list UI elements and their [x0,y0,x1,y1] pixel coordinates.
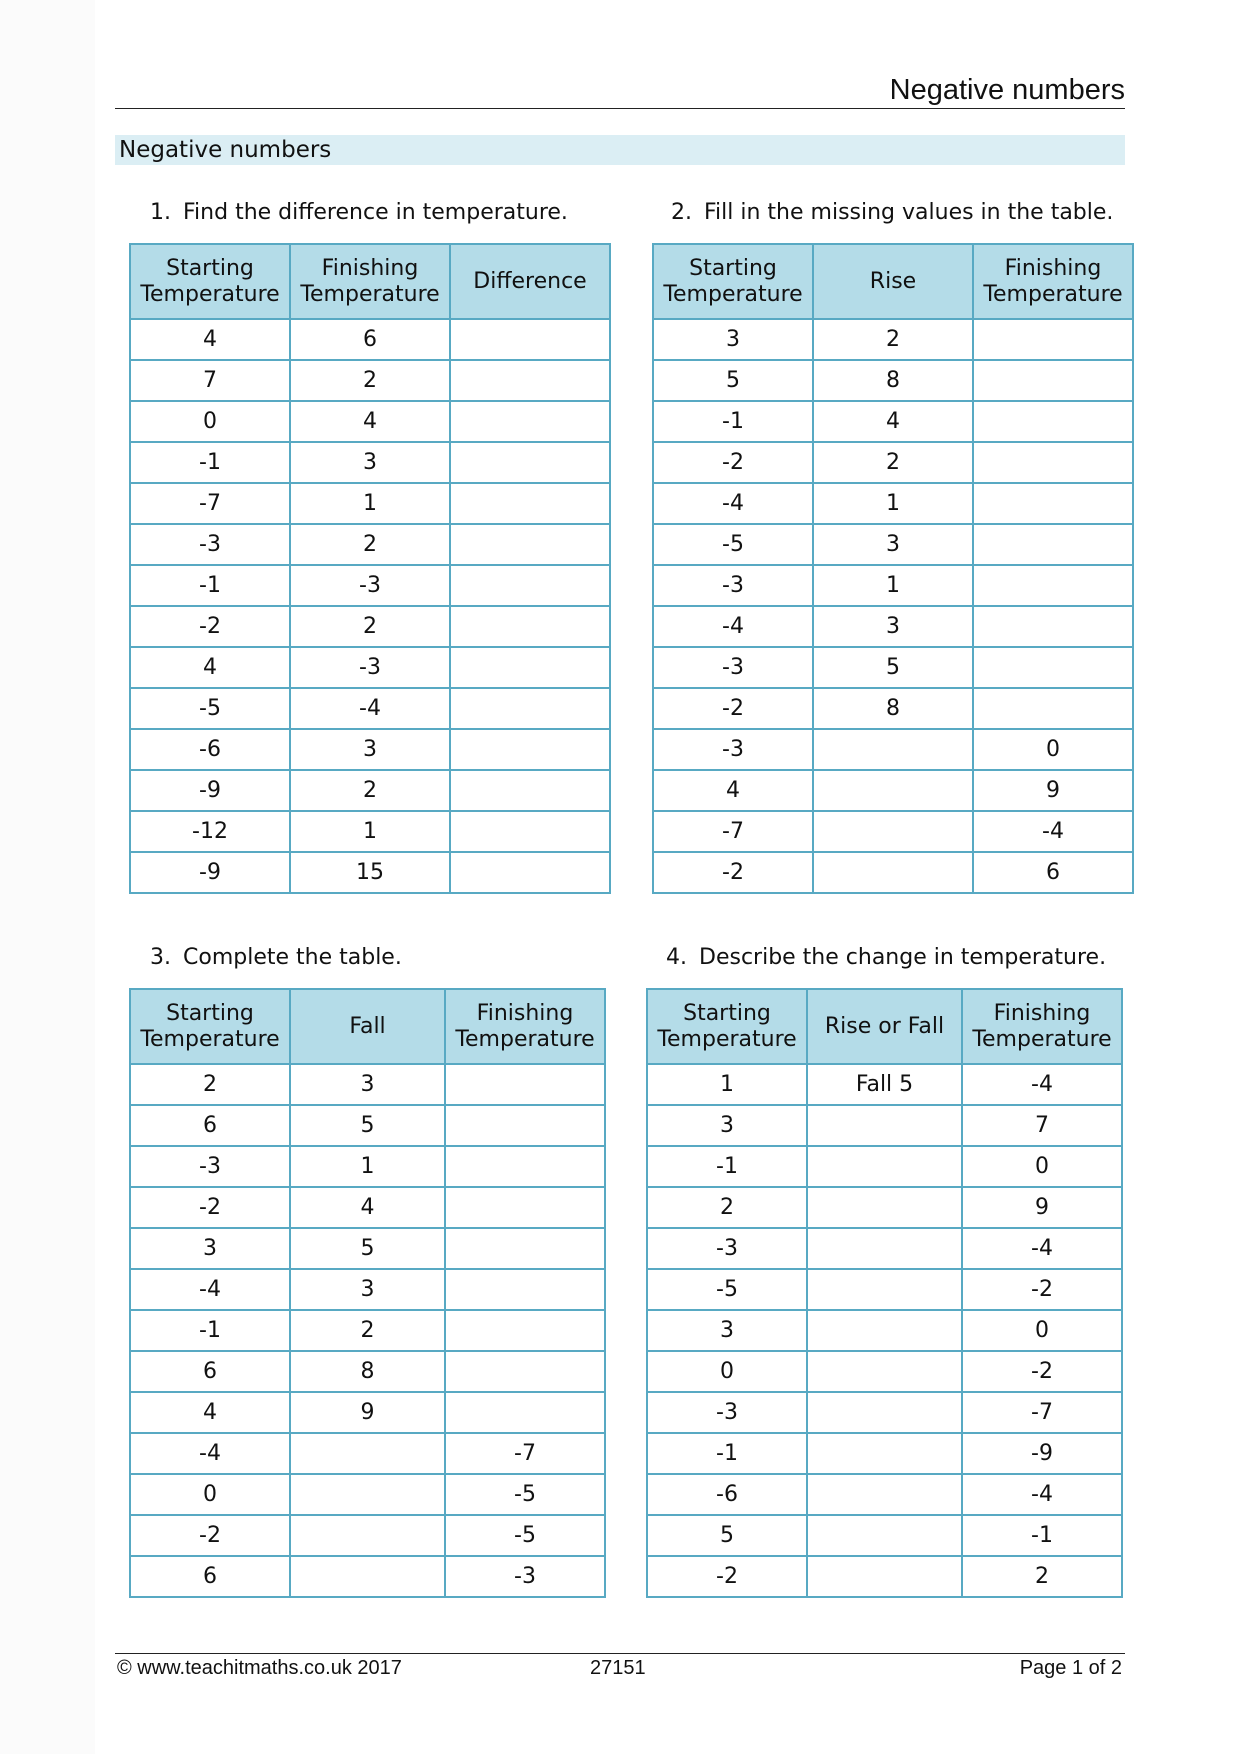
answer-cell[interactable] [807,1310,962,1351]
table-row [130,360,610,401]
answer-cell[interactable] [807,1269,962,1310]
question-3 [150,945,402,970]
answer-cell[interactable] [450,401,610,442]
answer-cell[interactable] [450,688,610,729]
table-cell: -7 [130,483,290,524]
table-cell: 6 [130,1556,290,1597]
table-cell: 2 [130,1064,290,1105]
table-cell: 8 [813,360,973,401]
answer-cell[interactable] [450,852,610,893]
question-instruction: Find the difference in temperature. [183,200,568,225]
answer-cell[interactable] [973,401,1133,442]
table-cell: 7 [962,1105,1122,1146]
answer-cell[interactable] [450,442,610,483]
question-number: 1. [150,200,171,225]
column-header-line: Rise or Fall [824,1013,945,1039]
answer-cell[interactable] [290,1515,445,1556]
table-cell: 2 [813,442,973,483]
table-cell: 6 [973,852,1133,893]
column-header-line: Temperature [983,281,1123,307]
answer-cell[interactable] [973,524,1133,565]
table-row [130,647,610,688]
column-header [130,244,290,319]
table-row [130,606,610,647]
table-cell: 1 [290,811,450,852]
footer-copyright: © www.teachitmaths.co.uk 2017 [117,1657,402,1679]
table-cell: 2 [290,770,450,811]
answer-cell[interactable] [450,647,610,688]
table-row [647,1187,1122,1228]
table-cell: -4 [290,688,450,729]
answer-cell[interactable] [813,811,973,852]
table-row [130,1392,605,1433]
answer-cell[interactable] [813,729,973,770]
answer-cell[interactable] [290,1556,445,1597]
table-cell: -5 [130,688,290,729]
answer-cell[interactable] [450,811,610,852]
table-row [130,1064,605,1105]
table-cell: 4 [290,401,450,442]
answer-cell[interactable] [445,1310,605,1351]
table-cell: 5 [813,647,973,688]
column-header [445,989,605,1064]
question-1 [150,200,568,225]
table-header-row [130,989,605,1064]
table-cell: -3 [653,565,813,606]
table-cell: -1 [647,1433,807,1474]
answer-cell[interactable] [450,319,610,360]
table-header-row [653,244,1133,319]
answer-cell[interactable] [445,1187,605,1228]
table-row [130,1310,605,1351]
answer-cell[interactable] [807,1187,962,1228]
column-header-line: Difference [473,268,587,294]
table-cell: 1 [813,483,973,524]
answer-cell[interactable] [450,524,610,565]
question-number: 3. [150,945,171,970]
table-cell: -6 [647,1474,807,1515]
column-header-line: Temperature [972,1026,1112,1052]
table-cell: 5 [290,1228,445,1269]
table-row [647,1351,1122,1392]
table-cell: -5 [445,1474,605,1515]
table-header-row [130,244,610,319]
table-row [647,1433,1122,1474]
table-cell: 1 [290,483,450,524]
table-cell: 6 [130,1105,290,1146]
table-cell: -5 [653,524,813,565]
table-cell: -2 [130,606,290,647]
table-row [130,729,610,770]
answer-cell[interactable] [445,1392,605,1433]
column-header [290,989,445,1064]
answer-cell[interactable] [813,770,973,811]
column-header-line: Starting [166,255,254,281]
column-header-line: Fall [349,1013,386,1039]
table-cell: -3 [653,647,813,688]
fall-table [129,988,606,1598]
table-cell: -4 [973,811,1133,852]
table-row [130,811,610,852]
table-row [653,647,1133,688]
rise-table [652,243,1134,894]
column-header-line: Finishing [321,255,419,281]
answer-cell[interactable] [807,1515,962,1556]
table-cell: -4 [653,606,813,647]
table-cell: 9 [290,1392,445,1433]
table-cell: 3 [653,319,813,360]
answer-cell[interactable] [813,852,973,893]
table-row [130,565,610,606]
table-cell: -9 [962,1433,1122,1474]
table-row [130,770,610,811]
table-cell: -2 [653,688,813,729]
answer-cell[interactable] [973,688,1133,729]
table-row [130,401,610,442]
table-cell: -2 [130,1515,290,1556]
answer-cell[interactable] [450,483,610,524]
table-cell: 2 [290,606,450,647]
table-row [653,852,1133,893]
answer-cell[interactable] [807,1105,962,1146]
table-cell: -1 [962,1515,1122,1556]
table-cell: 4 [130,319,290,360]
table-cell: 3 [647,1105,807,1146]
table-row [653,360,1133,401]
table-cell: 2 [290,360,450,401]
table-cell: 6 [290,319,450,360]
column-header-line: Starting [689,255,777,281]
table-cell: -2 [130,1187,290,1228]
table-cell: -3 [130,524,290,565]
table-cell: -9 [130,852,290,893]
answer-cell[interactable] [807,1146,962,1187]
table-row [653,565,1133,606]
table-cell: 2 [290,1310,445,1351]
table-row [653,401,1133,442]
table-cell: 3 [290,1064,445,1105]
table-row [647,1556,1122,1597]
table-cell: -3 [445,1556,605,1597]
table-cell: 6 [130,1351,290,1392]
table-row [653,811,1133,852]
column-header-line: Temperature [300,281,440,307]
table-cell: 0 [647,1351,807,1392]
table-row [647,1064,1122,1105]
footer-divider [115,1653,1125,1654]
table-row [130,1228,605,1269]
table-row [130,1269,605,1310]
answer-cell[interactable] [973,360,1133,401]
table-cell: 5 [653,360,813,401]
table-row [130,1515,605,1556]
column-header-line: Temperature [140,281,280,307]
question-2 [671,200,1113,225]
question-number: 4. [666,945,687,970]
answer-cell[interactable] [450,606,610,647]
table-cell: 3 [647,1310,807,1351]
table-cell: 2 [962,1556,1122,1597]
table-cell: -4 [653,483,813,524]
table-cell: 3 [290,1269,445,1310]
table-cell: -7 [445,1433,605,1474]
column-header-line: Temperature [657,1026,797,1052]
table-row [653,688,1133,729]
table-row [653,319,1133,360]
column-header [653,244,813,319]
table-cell: 3 [130,1228,290,1269]
column-header [807,989,962,1064]
question-4 [666,945,1106,970]
difference-table [129,243,611,894]
table-cell: 3 [813,606,973,647]
table-cell: 0 [130,401,290,442]
column-header [973,244,1133,319]
table-cell: -3 [130,1146,290,1187]
table-cell: 5 [290,1105,445,1146]
table-cell: -4 [130,1269,290,1310]
table-cell: 9 [973,770,1133,811]
table-row [130,1187,605,1228]
answer-cell[interactable] [807,1474,962,1515]
question-instruction: Complete the table. [183,945,402,970]
table-cell: 1 [647,1064,807,1105]
table-cell: 4 [813,401,973,442]
table-cell: -2 [962,1351,1122,1392]
answer-cell[interactable] [807,1556,962,1597]
table-cell: -2 [653,852,813,893]
question-instruction: Fill in the missing values in the table. [704,200,1114,225]
column-header [290,244,450,319]
table-row [130,442,610,483]
section-heading: Negative numbers [115,135,1125,165]
table-cell: 2 [647,1187,807,1228]
table-cell: -5 [647,1269,807,1310]
answer-cell[interactable] [450,770,610,811]
table-cell: -3 [653,729,813,770]
table-cell: -1 [130,442,290,483]
answer-cell[interactable] [445,1228,605,1269]
table-cell: 2 [290,524,450,565]
column-header-line: Temperature [663,281,803,307]
table-cell: 8 [813,688,973,729]
table-cell: 7 [130,360,290,401]
table-cell: -3 [647,1392,807,1433]
answer-cell[interactable] [807,1392,962,1433]
table-row [130,1556,605,1597]
table-cell: Fall 5 [807,1064,962,1105]
table-cell: -2 [653,442,813,483]
table-row [647,1515,1122,1556]
table-cell: -4 [962,1228,1122,1269]
table-cell: 3 [290,729,450,770]
table-cell: 0 [130,1474,290,1515]
table-row [130,1105,605,1146]
table-row [130,524,610,565]
table-row [647,1146,1122,1187]
table-row [653,770,1133,811]
column-header-line: Starting [166,1000,254,1026]
answer-cell[interactable] [973,319,1133,360]
table-row [130,1351,605,1392]
table-cell: -2 [962,1269,1122,1310]
title-divider [115,108,1125,109]
table-cell: 2 [813,319,973,360]
table-cell: -1 [647,1146,807,1187]
answer-cell[interactable] [973,442,1133,483]
footer-page-number: Page 1 of 2 [1019,1657,1122,1679]
column-header-line: Rise [869,268,917,294]
answer-cell[interactable] [450,360,610,401]
table-cell: -4 [962,1474,1122,1515]
answer-cell[interactable] [973,483,1133,524]
answer-cell[interactable] [807,1433,962,1474]
table-row [653,483,1133,524]
table-cell: -7 [653,811,813,852]
column-header-line: Finishing [993,1000,1091,1026]
table-row [647,1310,1122,1351]
column-header [130,989,290,1064]
answer-cell[interactable] [450,729,610,770]
table-row [653,729,1133,770]
table-cell: 0 [973,729,1133,770]
table-cell: -3 [290,647,450,688]
table-row [130,1433,605,1474]
question-number: 2. [671,200,692,225]
table-cell: -5 [445,1515,605,1556]
table-cell: -12 [130,811,290,852]
answer-cell[interactable] [445,1269,605,1310]
answer-cell[interactable] [445,1351,605,1392]
column-header [450,244,610,319]
answer-cell[interactable] [445,1064,605,1105]
table-cell: 0 [962,1310,1122,1351]
answer-cell[interactable] [290,1433,445,1474]
answer-cell[interactable] [290,1474,445,1515]
column-header-line: Temperature [140,1026,280,1052]
change-table [646,988,1123,1598]
table-row [130,852,610,893]
page-margin [0,0,95,1754]
answer-cell[interactable] [445,1146,605,1187]
table-cell: 3 [290,442,450,483]
table-row [647,1269,1122,1310]
table-row [130,688,610,729]
column-header-line: Temperature [455,1026,595,1052]
footer-code: 27151 [590,1657,646,1679]
column-header-line: Finishing [476,1000,574,1026]
column-header [962,989,1122,1064]
table-row [647,1392,1122,1433]
answer-cell[interactable] [445,1105,605,1146]
table-row [130,1146,605,1187]
column-header [813,244,973,319]
page-title: Negative numbers [889,74,1125,106]
table-cell: 0 [962,1146,1122,1187]
table-row [653,524,1133,565]
table-cell: -3 [647,1228,807,1269]
table-row [130,319,610,360]
table-cell: 15 [290,852,450,893]
answer-cell[interactable] [807,1228,962,1269]
table-cell: 4 [290,1187,445,1228]
table-cell: -6 [130,729,290,770]
table-cell: 3 [813,524,973,565]
answer-cell[interactable] [973,606,1133,647]
table-cell: 4 [653,770,813,811]
table-row [647,1105,1122,1146]
table-cell: -2 [647,1556,807,1597]
answer-cell[interactable] [807,1351,962,1392]
column-header-line: Starting [683,1000,771,1026]
table-cell: 1 [290,1146,445,1187]
table-cell: 4 [130,647,290,688]
table-cell: -1 [130,565,290,606]
table-cell: 1 [813,565,973,606]
table-cell: 5 [647,1515,807,1556]
table-cell: -4 [962,1064,1122,1105]
table-row [647,1474,1122,1515]
table-cell: 4 [130,1392,290,1433]
table-header-row [647,989,1122,1064]
question-instruction: Describe the change in temperature. [699,945,1107,970]
column-header-line: Finishing [1004,255,1102,281]
table-cell: -9 [130,770,290,811]
table-row [653,606,1133,647]
answer-cell[interactable] [973,647,1133,688]
table-row [653,442,1133,483]
answer-cell[interactable] [450,565,610,606]
table-cell: -7 [962,1392,1122,1433]
table-row [647,1228,1122,1269]
table-row [130,1474,605,1515]
table-cell: 8 [290,1351,445,1392]
table-cell: 9 [962,1187,1122,1228]
column-header [647,989,807,1064]
table-cell: -4 [130,1433,290,1474]
table-cell: -1 [653,401,813,442]
table-cell: -1 [130,1310,290,1351]
table-row [130,483,610,524]
answer-cell[interactable] [973,565,1133,606]
table-cell: -3 [290,565,450,606]
